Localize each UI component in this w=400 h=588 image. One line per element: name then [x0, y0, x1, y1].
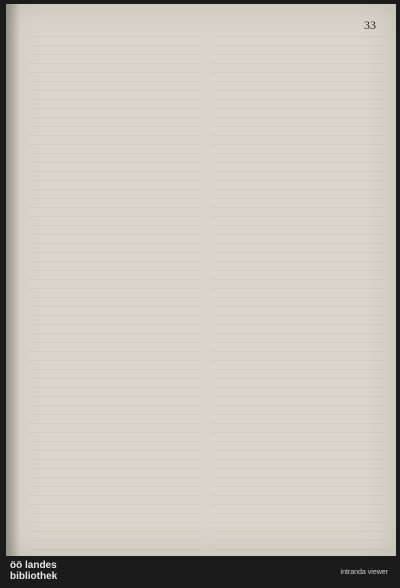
directory-entry — [212, 433, 384, 442]
directory-entry — [212, 109, 384, 118]
directory-entry — [28, 379, 200, 388]
directory-entry — [212, 91, 384, 100]
directory-entry — [28, 415, 200, 424]
library-logo[interactable] — [10, 560, 57, 582]
scanned-page — [6, 4, 396, 556]
directory-entry — [212, 370, 384, 379]
directory-entry — [212, 154, 384, 163]
directory-entry — [28, 289, 200, 298]
directory-entry — [28, 487, 200, 496]
directory-entry — [212, 244, 384, 253]
directory-entry — [212, 532, 384, 541]
directory-entry — [212, 334, 384, 343]
gutter-shadow — [6, 4, 20, 556]
directory-entry — [28, 235, 200, 244]
directory-entry — [212, 172, 384, 181]
directory-entry — [28, 496, 200, 505]
directory-entry — [28, 244, 200, 253]
directory-entry — [28, 253, 200, 262]
directory-entry — [212, 136, 384, 145]
directory-entry — [28, 307, 200, 316]
directory-entry — [28, 316, 200, 325]
directory-entry — [212, 253, 384, 262]
directory-entry — [28, 460, 200, 469]
directory-entry — [28, 397, 200, 406]
directory-entry — [212, 424, 384, 433]
left-column — [28, 28, 200, 556]
directory-entry — [28, 190, 200, 199]
directory-entry — [212, 235, 384, 244]
directory-entry — [28, 325, 200, 334]
directory-entry — [212, 442, 384, 451]
directory-entry — [28, 226, 200, 235]
directory-entry — [212, 415, 384, 424]
directory-entry — [212, 460, 384, 469]
directory-entry — [212, 397, 384, 406]
directory-entry — [212, 307, 384, 316]
logo-line-1: öö landes — [10, 560, 57, 571]
directory-entry — [28, 478, 200, 487]
directory-entry — [28, 370, 200, 379]
directory-entry — [212, 406, 384, 415]
directory-entry — [28, 424, 200, 433]
directory-entry — [212, 37, 384, 46]
directory-entry — [28, 541, 200, 550]
directory-entry — [212, 271, 384, 280]
directory-entry — [212, 325, 384, 334]
directory-entry — [212, 28, 384, 37]
directory-entry — [212, 352, 384, 361]
directory-entry — [28, 64, 200, 73]
directory-entry — [212, 298, 384, 307]
directory-entry — [212, 118, 384, 127]
directory-entry — [212, 379, 384, 388]
directory-entry — [212, 46, 384, 55]
directory-entry — [212, 100, 384, 109]
directory-entry — [212, 55, 384, 64]
directory-entry — [212, 64, 384, 73]
directory-entry — [28, 523, 200, 532]
directory-entry — [212, 199, 384, 208]
directory-entry — [212, 289, 384, 298]
directory-entry — [212, 451, 384, 460]
directory-entry — [28, 46, 200, 55]
directory-entry — [212, 73, 384, 82]
directory-entry — [212, 208, 384, 217]
viewer-label: intranda viewer — [340, 569, 388, 576]
directory-entry — [212, 487, 384, 496]
directory-entry — [28, 82, 200, 91]
directory-entry — [212, 82, 384, 91]
directory-entry — [212, 226, 384, 235]
directory-entry — [212, 190, 384, 199]
directory-entry — [28, 55, 200, 64]
directory-entry — [28, 100, 200, 109]
directory-entry — [28, 199, 200, 208]
directory-entry — [212, 181, 384, 190]
directory-entry — [28, 154, 200, 163]
directory-entry — [28, 343, 200, 352]
directory-entry — [212, 127, 384, 136]
directory-entry — [28, 514, 200, 523]
directory-entry — [28, 109, 200, 118]
directory-entry — [28, 163, 200, 172]
directory-entry — [212, 217, 384, 226]
directory-entry — [28, 127, 200, 136]
directory-entry — [28, 145, 200, 154]
directory-entry — [28, 352, 200, 361]
directory-entry — [212, 496, 384, 505]
directory-entry — [28, 136, 200, 145]
directory-entry — [28, 505, 200, 514]
viewer-footer — [0, 556, 400, 588]
directory-entry — [28, 388, 200, 397]
directory-entry — [212, 361, 384, 370]
directory-entry — [212, 478, 384, 487]
directory-entry — [212, 505, 384, 514]
directory-entry — [212, 523, 384, 532]
directory-entry — [28, 262, 200, 271]
directory-entry — [28, 298, 200, 307]
directory-entry — [28, 532, 200, 541]
right-column — [212, 28, 384, 556]
directory-entry — [212, 262, 384, 271]
directory-entry — [28, 334, 200, 343]
directory-entry — [28, 469, 200, 478]
directory-entry — [28, 28, 200, 37]
directory-entry — [212, 145, 384, 154]
directory-entry — [28, 91, 200, 100]
directory-entry — [28, 181, 200, 190]
directory-entry — [28, 406, 200, 415]
directory-entry — [212, 316, 384, 325]
directory-entry — [212, 280, 384, 289]
directory-entry — [28, 172, 200, 181]
directory-entry — [28, 73, 200, 82]
directory-entry — [28, 208, 200, 217]
directory-entry — [28, 361, 200, 370]
directory-entry — [212, 163, 384, 172]
directory-entry — [28, 37, 200, 46]
directory-entry — [212, 343, 384, 352]
directory-entry — [212, 469, 384, 478]
directory-entry — [212, 541, 384, 550]
directory-entry — [212, 514, 384, 523]
directory-entry — [28, 433, 200, 442]
logo-line-2: bibliothek — [10, 571, 58, 582]
directory-entry — [28, 271, 200, 280]
directory-entry — [28, 280, 200, 289]
directory-entry — [28, 217, 200, 226]
directory-entry — [28, 118, 200, 127]
directory-entry — [28, 451, 200, 460]
page-number: 33 — [364, 18, 376, 32]
directory-entry — [28, 442, 200, 451]
directory-entry — [212, 388, 384, 397]
